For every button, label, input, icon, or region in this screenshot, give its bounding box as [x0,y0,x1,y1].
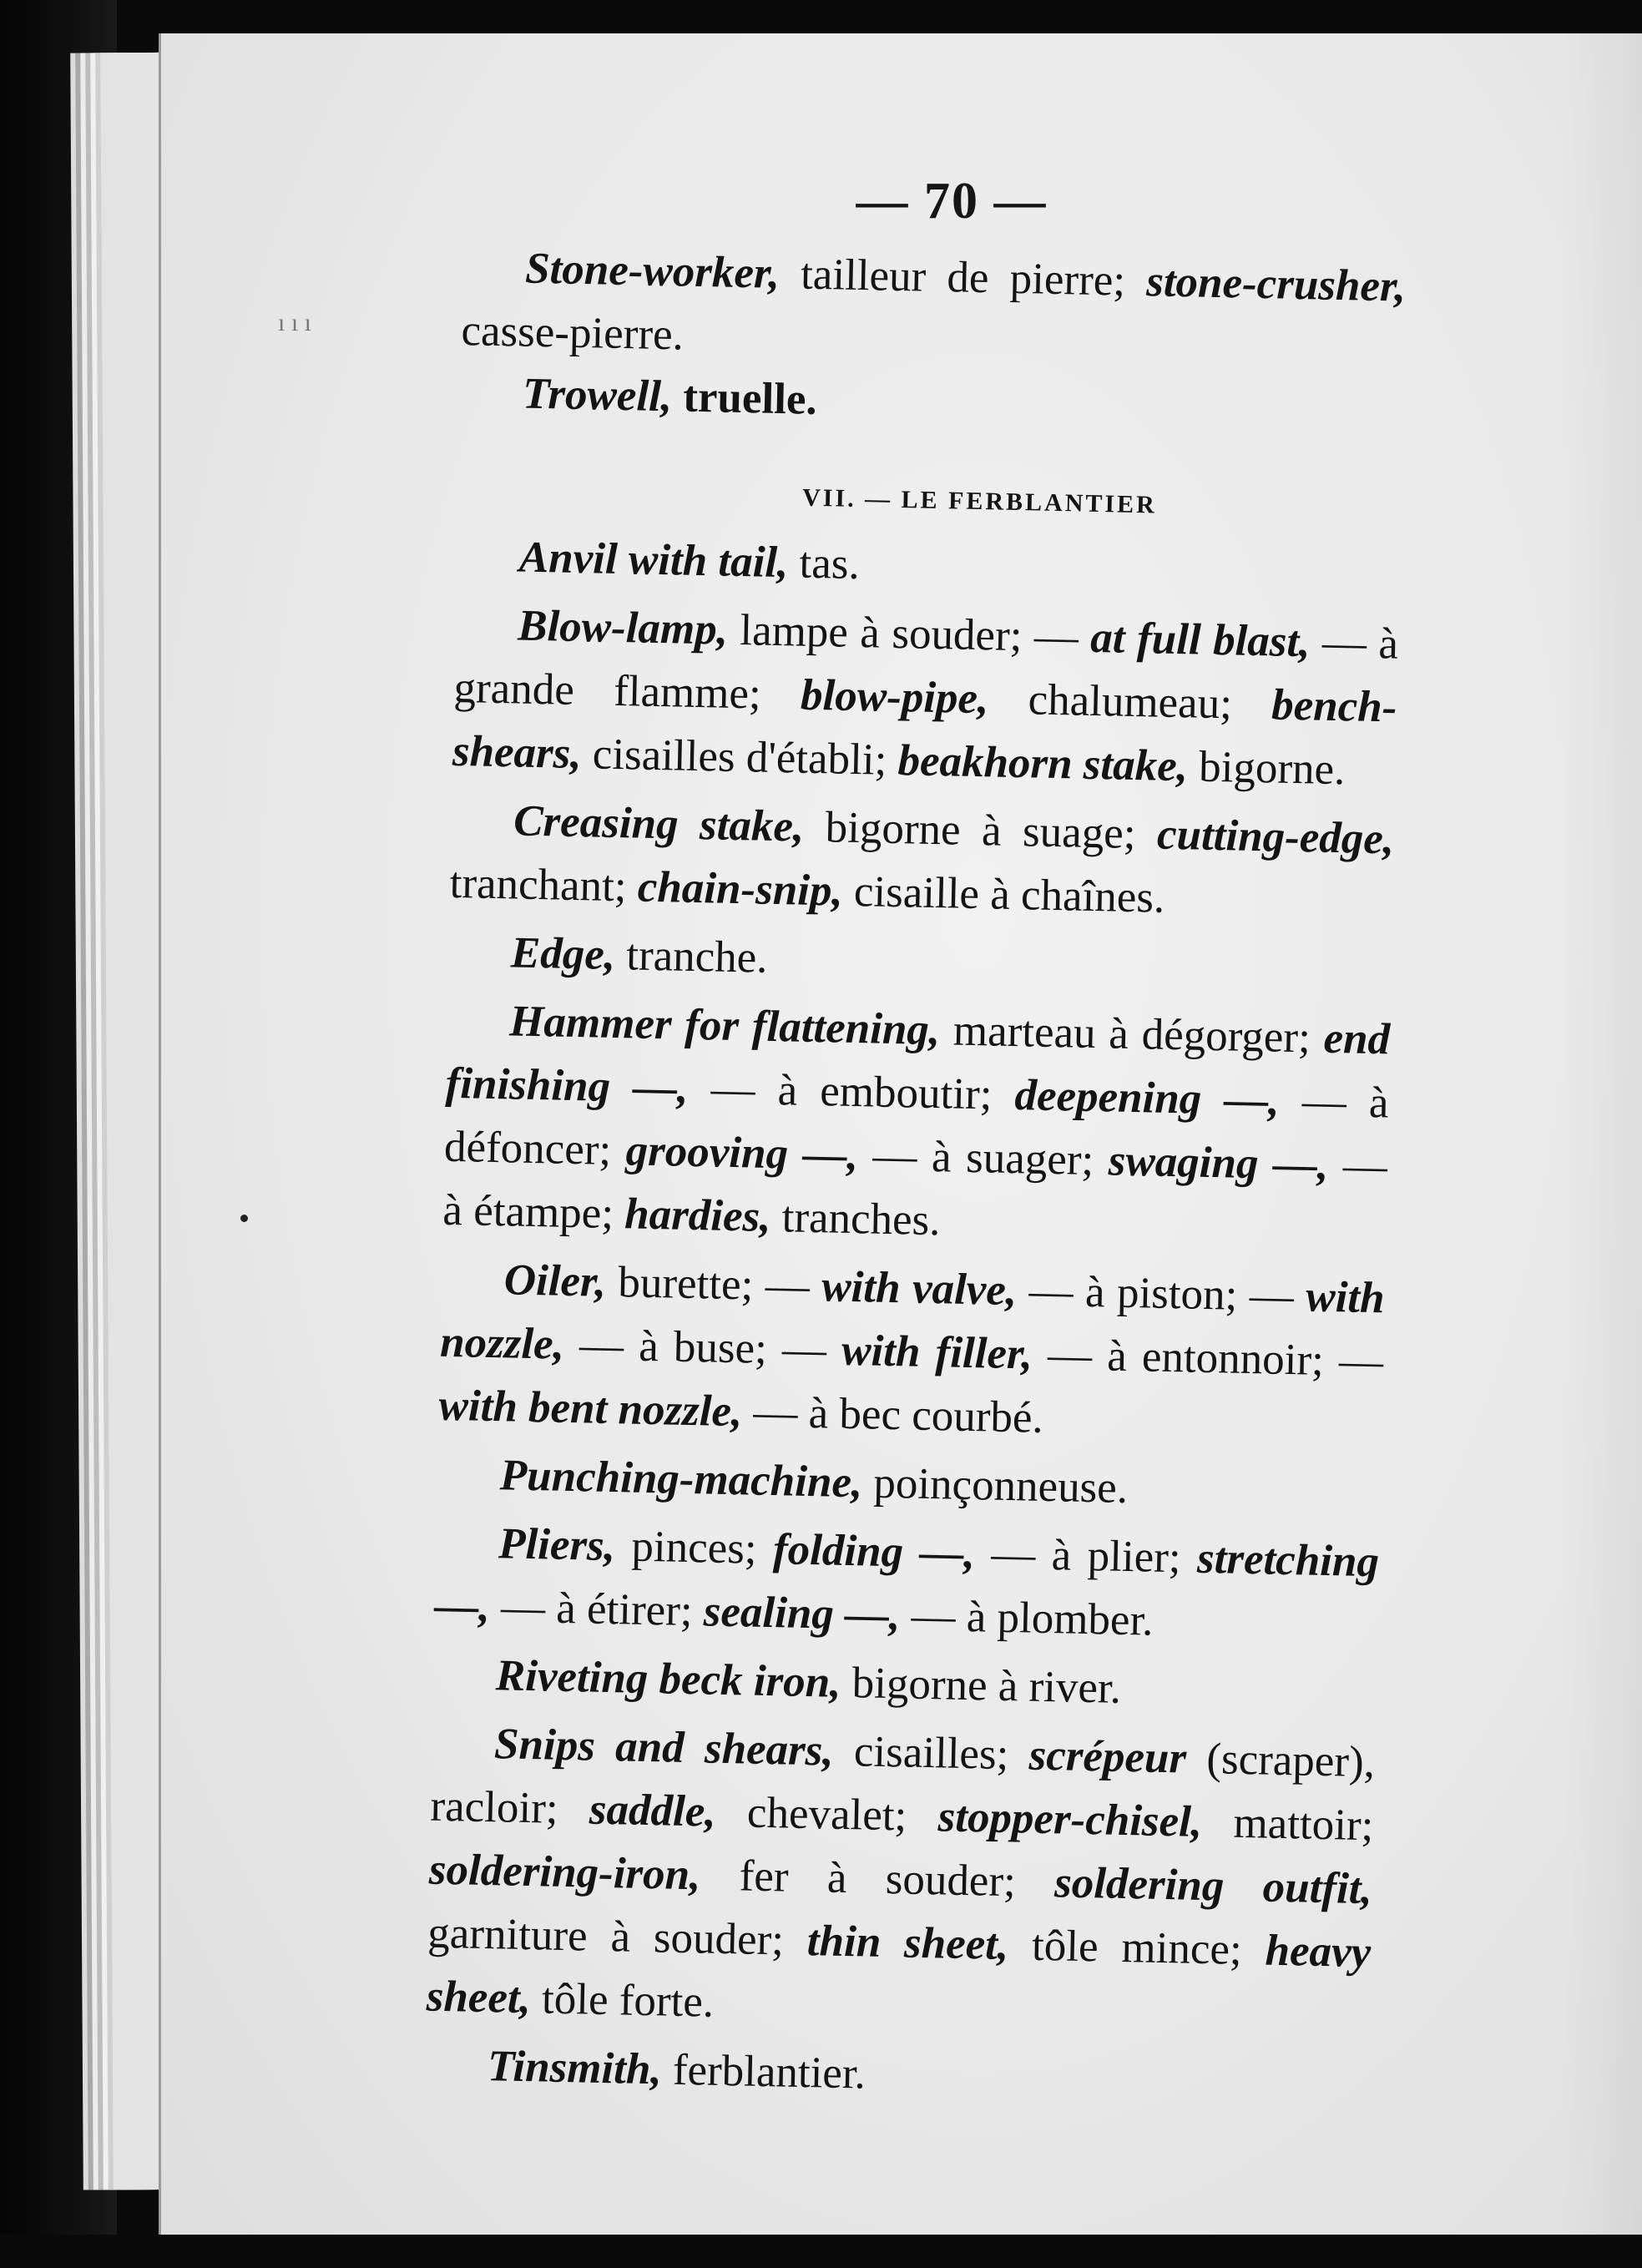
term-en: soldering-iron, [428,1845,701,1900]
term-en: swaging —, [1108,1136,1329,1190]
term-en: soldering outfit, [1053,1858,1373,1914]
term-en: saddle, [589,1785,717,1836]
term-en: Creasing stake, [513,796,805,851]
term-en: blow-pipe, [800,670,989,724]
margin-mark: ı ı ı [278,309,312,336]
term-en: stopper-chisel, [937,1792,1203,1846]
term-en: heavy sheet, [426,1926,1372,2023]
term-en: Stone-worker, [524,244,781,298]
term-fr: — à étampe; [442,1140,1388,1239]
term-en: Blow-lamp, [517,601,729,654]
term-en: stone-crusher, [1145,257,1407,311]
term-en: scrépeur [1028,1730,1187,1783]
term-en: Oiler, [503,1255,607,1306]
term-fr: — à suager; [857,1131,1109,1185]
term-en: beakhorn stake, [897,736,1189,791]
term-fr: pinces; [614,1522,774,1574]
term-en: with valve, [821,1262,1018,1316]
term-fr: tranches. [770,1192,942,1245]
term-en: Riveting beck iron, [495,1651,842,1707]
term-fr: — à plomber. [899,1591,1154,1645]
term-fr: — à emboutir; [687,1063,1016,1120]
term-fr: — à bec courbé. [741,1387,1044,1442]
term-fr: — à étirer; [489,1583,705,1636]
term-fr: casse-pierre. [461,306,685,360]
glossary-entries [424,524,1400,2116]
glossary-entry [449,788,1395,935]
term-fr: poinçonneuse. [861,1458,1129,1513]
term-en: hardies, [624,1190,772,1241]
term-en: Hammer for flattening, [508,997,941,1055]
glossary-entry [434,1511,1380,1658]
page-shading [1561,33,1642,2268]
glossary-entry [452,593,1399,803]
term-en: Tinsmith, [487,2042,663,2094]
term-fr: — à grande flamme; [453,618,1399,720]
term-fr: bigorne. [1187,742,1346,795]
term-en: folding —, [772,1525,976,1579]
term-en: with bent nozzle, [438,1381,743,1437]
entry-stone-worker [461,235,1407,382]
term-fr: truelle. [671,372,818,424]
term-fr: marteau à dégorger; [939,1006,1325,1063]
term-fr: burette; — [605,1257,822,1311]
term-fr: fer à souder; [700,1851,1055,1907]
term-fr: — à piston; — [1016,1266,1306,1321]
term-en: bench-shears, [452,680,1398,779]
glossary-entry [442,988,1391,1262]
term-fr: tranche. [614,931,769,982]
term-fr: tas. [787,538,861,589]
margin-dot [240,1215,248,1222]
term-en: Pliers, [498,1519,616,1571]
term-fr: tranchant; [449,858,639,912]
term-en: chain-snip, [637,862,844,916]
term-fr: — à défoncer; [443,1076,1390,1175]
term-en: cutting-edge, [1156,810,1395,864]
term-en: thin sheet, [806,1917,1009,1970]
term-fr: chalumeau; [988,674,1272,730]
term-fr: bigorne à river. [840,1658,1122,1713]
term-en: Punching-machine, [499,1451,863,1508]
term-en: stretching —, [434,1533,1380,1632]
term-en: Trowell, [522,369,673,422]
term-fr: tôle forte. [530,1974,715,2027]
term-fr: tôle mince; [1008,1921,1266,1975]
term-en: end finishing —, [445,1013,1391,1113]
term-en: Edge, [510,928,616,979]
term-fr: cisailles; [833,1726,1030,1780]
page-number: — 70 — [856,173,1048,230]
term-fr: — à entonnoir; — [1032,1330,1384,1387]
term-en: with nozzle, [439,1272,1386,1369]
term-fr: lampe à souder; — [727,605,1092,662]
term-fr: (scraper), racloir; [429,1734,1376,1834]
term-en: grooving —, [625,1126,859,1180]
term-en: at full blast, [1089,613,1311,667]
term-fr: mattoir; [1201,1797,1374,1851]
term-fr: — à plier; [974,1529,1198,1583]
term-en: with filler, [841,1326,1033,1379]
term-fr: tailleur de pierre; [779,249,1147,306]
term-en: deepening —, [1013,1071,1281,1125]
term-fr: — à buse; — [563,1320,842,1375]
term-fr: chevalet; [715,1787,939,1841]
term-fr: ferblantier. [661,2045,866,2099]
scan-border-left [0,0,117,2235]
term-fr: bigorne à suage; [803,802,1158,859]
glossary-entry [426,1711,1376,2048]
term-fr: cisaille à chaînes. [842,866,1165,922]
term-fr: garniture à souder; [427,1908,808,1966]
term-en: Snips and shears, [493,1720,835,1776]
section-heading: VII. — LE FERBLANTIER [801,483,1158,519]
term-en: Anvil with tail, [518,533,789,588]
term-en: sealing —, [703,1587,901,1640]
term-fr: cisailles d'établi; [581,730,899,785]
glossary-entry [438,1247,1386,1457]
page-text [424,235,1406,2116]
